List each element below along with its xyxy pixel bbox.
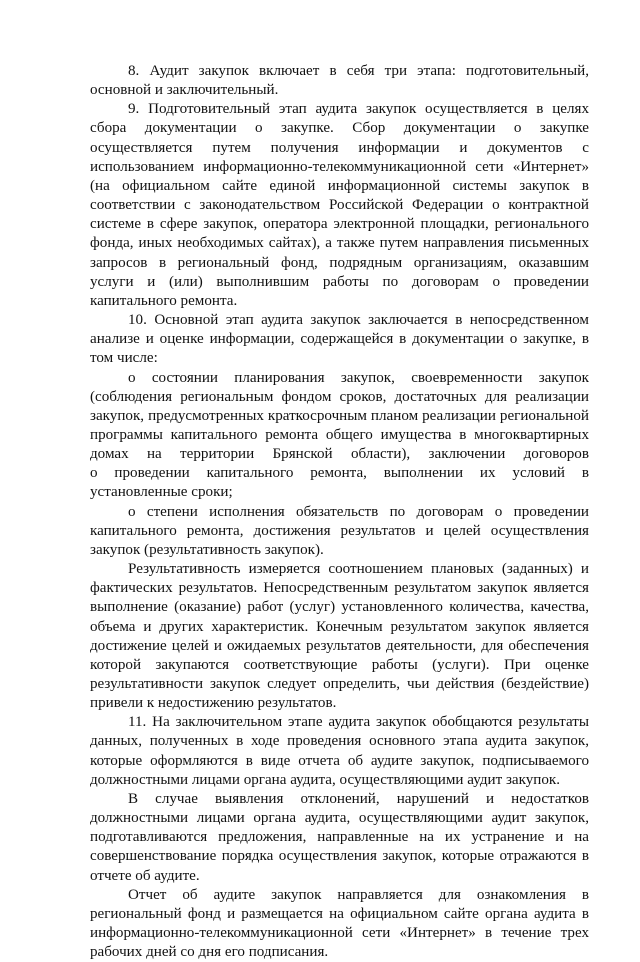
document-page xyxy=(90,62,589,962)
paragraph-8: 8. Аудит закупок включает в себя три этапа: подготовительный, основной и заключительный. xyxy=(90,63,589,99)
paragraph-report: Отчет об аудите закупок направляется для ознакомления в региональный фонд и размещается на официальном сайте органа аудита в информационно-телекоммуникационной сети «Интернет» в течение трех рабочих дней со дня его подписания. xyxy=(90,886,589,961)
paragraph-10: 10. Основной этап аудита закупок заключается в непосредственном анализе и оценке информации, содержащейся в документации о закупке, в том числе: xyxy=(90,312,589,367)
paragraph-effectiveness: Результативность измеряется соотношением плановых (заданных) и фактических результатов. Непосредственным результатом закупок является выполнение (оказание) работ (услуг) установленного количества, качества, объема и других характеристик. Конечным результатом закупок является достижение целей и ожидаемых результатов деятельности, для обеспечения которой закупаются соответствующие работы (услуги). При оценке результативности закупок следует определить, чьи действия (бездействие) привели к недостижению результатов. xyxy=(90,561,589,712)
paragraph-planning-state: о состоянии планирования закупок, своевременности закупок (соблюдения региональным фондом сроков, достаточных для реализации закупок, предусмотренных краткосрочным планом реализации региональной программы капитального ремонта общего имущества в многоквартирных домах на территории Брянской области), заключении договоров xyxy=(90,369,589,463)
paragraph-deviations: В случае выявления отклонений, нарушений и недостатков должностными лицами органа аудита, осуществляющими аудит закупок, подготавливаются предложения, направленные на их устранение и на совершенствование порядка осуществления закупок, которые отражаются в отчете об аудите. xyxy=(90,790,589,884)
paragraph-11: 11. На заключительном этапе аудита закупок обобщаются результаты данных, полученных в ходе проведения основного этапа аудита закупок, которые оформляются в виде отчета об аудите закупок, подписываемого должностными лицами органа аудита, осуществляющими аудит закупок. xyxy=(90,714,589,788)
paragraph-9: 9. Подготовительный этап аудита закупок осуществляется в целях сбора документации о закупке. Сбор документации о закупке осуществляется путем получения информации и документов с использованием информационно-телекоммуникационной сети «Интернет» (на официальном сайте единой информационной системы закупок в соответствии с законодательством Российской Федерации о контрактной системе в сфере закупок, оператора электронной площадки, регионального фонда, иных необходимых сайтах), а также путем направления письменных запросов в региональный фонд, подрядным организациям, оказавшим услуги и (или) выполнившим работы по договорам о проведении капитального ремонта. xyxy=(90,101,589,309)
paragraph-obligations-degree: о степени исполнения обязательств по договорам о проведении капитального ремонта, достижения результатов и целей осуществления закупок (результативность закупок). xyxy=(90,503,589,558)
paragraph-contract-execution: о проведении капитального ремонта, выполнении их условий в установленные сроки; xyxy=(90,465,589,501)
